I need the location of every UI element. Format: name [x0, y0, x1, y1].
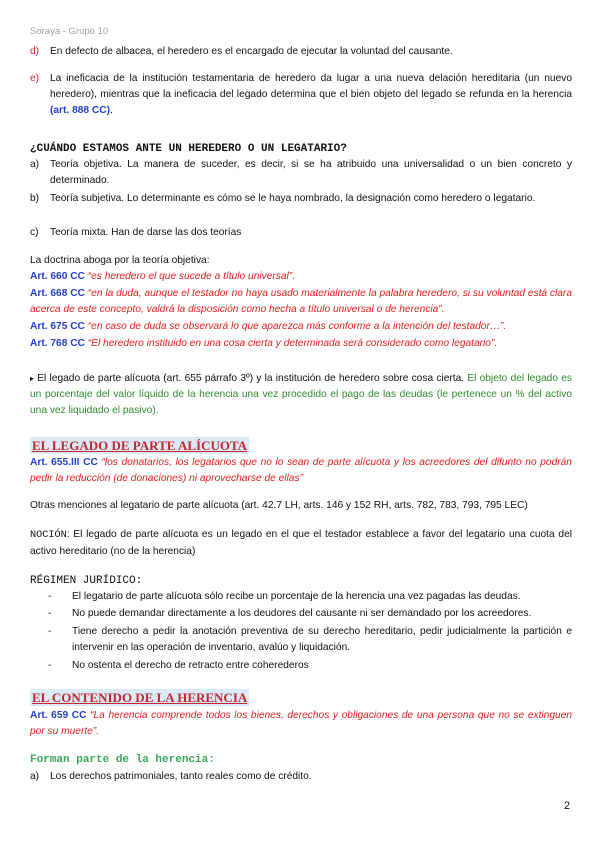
article-quote: “en caso de duda se observará lo que aparezca más conforme a la intención del testador…”. — [87, 321, 507, 332]
regime-item — [30, 624, 572, 656]
theory-text: . La manera de suceder, es decir, si se ha atribuido una universalidad o un bien concreto y determinado. — [50, 159, 572, 186]
article-quote: “los donatarios, los legatarios que no lo sean de parte alícuota y los acreedores del difunto no podrán pedir la reducción (de donaciones) ni aprovecharse de ellas” — [30, 457, 572, 484]
page-header: Soraya - Grupo 10 — [30, 26, 109, 37]
list-text: En defecto de albacea, el heredero es el encargado de ejecutar la voluntad del causante. — [50, 46, 453, 57]
article-quote: “La herencia comprende todos los bienes, derechos y obligaciones de una persona que no se extinguen por su muerte”. — [30, 710, 572, 737]
dash-marker: - — [48, 591, 52, 602]
list-marker: a) — [30, 159, 40, 170]
article-reference: (art. 888 CC) — [50, 105, 111, 116]
article-reference: Art. 675 CC — [30, 321, 85, 332]
article-reference: Art. 660 CC — [30, 271, 85, 282]
list-text — [50, 225, 572, 241]
section-title-legado: EL LEGADO DE PARTE ALÍCUOTA — [32, 438, 248, 453]
article-reference: Art. 768 CC — [30, 338, 85, 349]
article-quote: “en la duda, aunque el testador no haya usado materialmente la palabra heredero, si su voluntad está clara acerca de este concepto, valdrá la disposición como hecha a título universal o de herencia”. — [30, 288, 572, 315]
list-text: Los derechos patrimoniales, tanto reales como de crédito. — [50, 771, 312, 782]
theory-item-a — [30, 157, 572, 189]
list-marker: b) — [30, 193, 40, 204]
list-text — [50, 191, 572, 207]
regime-heading: RÉGIMEN JURÍDICO: — [30, 575, 143, 587]
list-marker: d) — [30, 46, 40, 57]
notion-label: NOCIÓN — [30, 530, 67, 541]
other-mentions: Otras menciones al legatario de parte alícuota (art. 42.7 LH, arts. 146 y 152 RH, arts. 782, 783, 793, 795 LEC) — [30, 500, 528, 511]
legado-note — [30, 371, 572, 419]
theory-item-b — [30, 191, 572, 207]
notion-paragraph — [30, 527, 572, 560]
regime-item-text: No ostenta el derecho de retracto entre coherederos — [72, 660, 309, 671]
list-text — [50, 71, 572, 119]
article-quote: “es heredero el que sucede a título universal”. — [87, 271, 296, 282]
list-marker: c) — [30, 227, 39, 238]
legado-note-text: El legado de parte alícuota (art. 655 párrafo 3º) y la institución de heredero sobre cosa cierta. — [37, 373, 465, 384]
theory-name: Teoría subjetiva — [50, 193, 122, 204]
punctuation: . — [110, 105, 113, 116]
item-e-text: La ineficacia de la institución testamentaria de heredero da lugar a una nueva delación hereditaria (un nuevo heredero), mientras que la ineficacia del legado determina que el bien objeto del legado se refunda en la herencia — [50, 73, 572, 100]
theory-text: . Lo determinante es cómo se le haya nombrado, la designación como heredero o legatario. — [121, 193, 536, 204]
notion-text: : El legado de parte alícuota es un legado en el que el testador establece a favor del legatario una cuota del activo hereditario (no de la herencia) — [30, 529, 572, 557]
doctrine-intro: La doctrina aboga por la teoría objetiva: — [30, 255, 210, 266]
article-reference: Art. 655.III CC — [30, 457, 98, 468]
list-item-e — [30, 71, 572, 119]
triangle-bullet-icon: ▸ — [30, 374, 35, 383]
page-number: 2 — [563, 800, 570, 812]
list-marker: a) — [30, 771, 40, 782]
article-675 — [30, 319, 572, 335]
regime-item — [30, 606, 572, 622]
legado-note-highlight: El objeto del legado es un porcentaje del valor líquido de la herencia una vez procedido el pago de las deudas (le pertenece un % del activo una vez liquidado el pasivo). — [30, 373, 572, 416]
list-item-d — [30, 44, 572, 60]
list-text — [50, 157, 572, 189]
regime-item-text: El legatario de parte alícuota sólo recibe un porcentaje de la herencia una vez pagadas las deudas. — [72, 591, 521, 602]
theory-name: Teoría mixta — [50, 227, 106, 238]
article-768 — [30, 336, 572, 352]
article-reference: Art. 659 CC — [30, 710, 87, 721]
list-marker: e) — [30, 73, 40, 84]
article-660 — [30, 269, 572, 285]
regime-item-text: No puede demandar directamente a los deudores del causante ni ser demandado por los acreedores. — [72, 608, 532, 619]
dash-marker: - — [48, 660, 52, 671]
article-659 — [30, 708, 572, 740]
dash-marker: - — [48, 608, 52, 619]
forman-item-a — [30, 769, 572, 785]
regime-item — [30, 589, 572, 605]
dash-marker: - — [48, 626, 52, 637]
theory-text: . Han de darse las dos teorías — [105, 227, 242, 238]
forman-heading: Forman parte de la herencia: — [30, 754, 215, 766]
article-655 — [30, 455, 572, 487]
theory-item-c — [30, 225, 572, 241]
regime-item — [30, 658, 572, 674]
article-668 — [30, 286, 572, 318]
article-quote: “El heredero instituido en una cosa cierta y determinada será considerado como legatario”. — [87, 338, 498, 349]
article-reference: Art. 668 CC — [30, 288, 85, 299]
regime-item-text: Tiene derecho a pedir la anotación preventiva de su derecho hereditario, pedir judicialmente la partición e intervenir en las operación de inventario, avalúo y liquidación. — [72, 626, 572, 653]
section-title-contenido: EL CONTENIDO DE LA HERENCIA — [32, 690, 248, 705]
theory-name: Teoría objetiva — [50, 159, 119, 170]
question-heading: ¿CUÁNDO ESTAMOS ANTE UN HEREDERO O UN LEGATARIO? — [30, 143, 347, 155]
